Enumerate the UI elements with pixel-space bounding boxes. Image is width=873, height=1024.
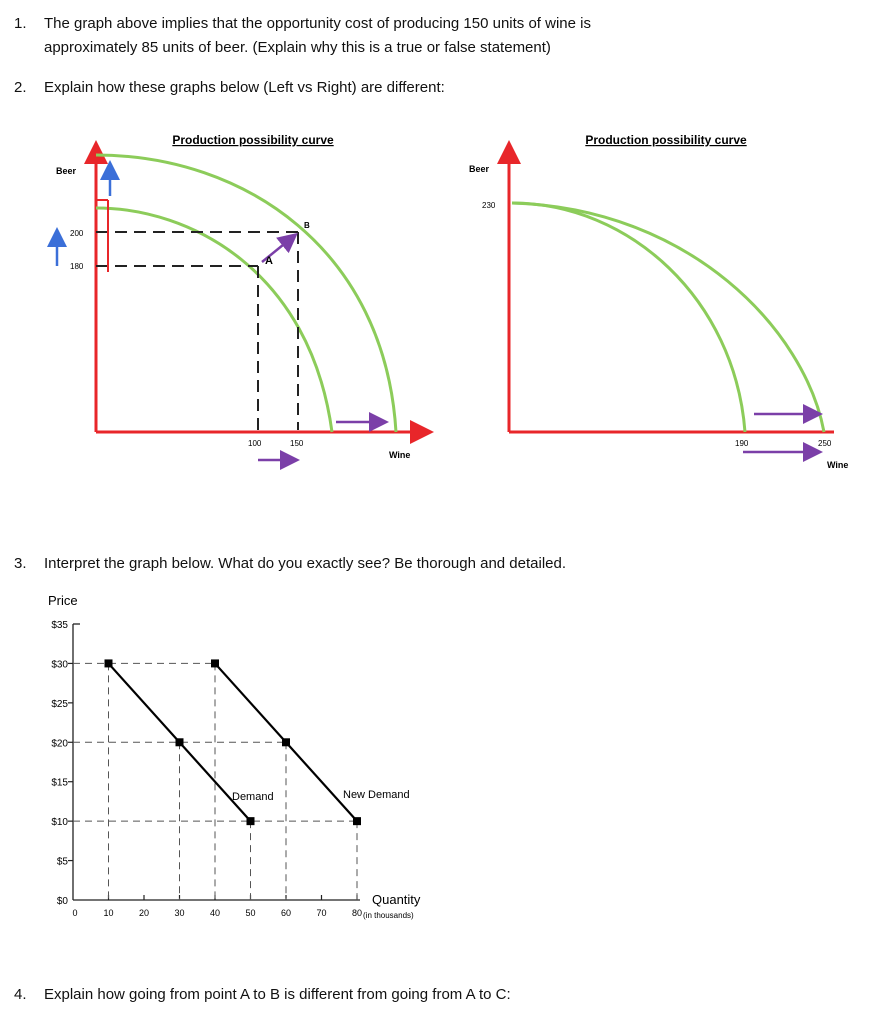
y-tick-label: $15 <box>51 777 68 789</box>
y-axis-title: Price <box>48 593 78 608</box>
question-number: 4. <box>14 986 27 1003</box>
x-ticks <box>72 895 362 918</box>
y-tick-label: $0 <box>56 896 68 907</box>
x-tick-label: 60 <box>280 908 292 918</box>
x-tick-label: 30 <box>174 908 185 918</box>
y-tick-label: $20 <box>51 738 68 750</box>
y-tick-label: $30 <box>51 659 68 671</box>
x-tick-label: 80 <box>351 908 363 918</box>
x-tick-label: 50 <box>245 908 256 918</box>
y-tick-label: $10 <box>51 817 68 829</box>
x-tick-250: 250 <box>818 439 832 448</box>
new-demand-label: New Demand <box>343 789 410 801</box>
x-tick-label: 10 <box>103 908 114 918</box>
data-point <box>282 738 290 746</box>
x-tick-100: 100 <box>248 439 262 448</box>
question-number: 2. <box>14 79 27 96</box>
x-tick-label: 20 <box>138 908 150 918</box>
y-tick-label: $35 <box>51 620 68 631</box>
y-tick-180: 180 <box>70 262 84 271</box>
x-axis-title: Quantity <box>372 892 421 907</box>
y-tick-label: $25 <box>51 698 68 710</box>
y-tick-230: 230 <box>482 201 496 210</box>
data-point <box>176 738 184 746</box>
question-text-line2: approximately 85 units of beer. (Explain why this is a true or false statement) <box>44 39 551 56</box>
question-text: Explain how going from point A to B is different from going from A to C: <box>44 986 511 1003</box>
ppc-right-y-label: Beer <box>469 164 490 174</box>
question-text-line1: The graph above implies that the opportunity cost of producing 150 units of wine is <box>44 15 591 32</box>
ppc-right-x-label: Wine <box>827 460 849 470</box>
x-tick-150: 150 <box>290 439 304 448</box>
y-tick-label: $5 <box>56 856 68 868</box>
ppc-left-x-label: Wine <box>389 450 411 460</box>
x-tick-label: 70 <box>316 908 327 918</box>
y-tick-200: 200 <box>70 229 84 238</box>
x-tick-label: 0 <box>72 908 78 918</box>
ppc-left-title: Production possibility curve <box>172 133 334 147</box>
question-number: 3. <box>14 555 27 572</box>
x-axis-unit: (in thousands) <box>363 911 414 920</box>
demand-label: Demand <box>232 791 274 803</box>
ppc-right-title: Production possibility curve <box>585 133 747 147</box>
point-a-label: A <box>265 255 273 267</box>
data-point <box>105 659 113 667</box>
point-b-label: B <box>304 221 310 230</box>
question-4 <box>14 985 854 1007</box>
data-point <box>247 817 255 825</box>
data-point <box>211 659 219 667</box>
question-text: Explain how these graphs below (Left vs Right) are different: <box>44 79 445 96</box>
x-tick-190: 190 <box>735 439 749 448</box>
question-number: 1. <box>14 15 27 32</box>
y-ticks <box>51 620 73 907</box>
data-point <box>353 817 361 825</box>
question-text: Interpret the graph below. What do you exactly see? Be thorough and detailed. <box>44 555 567 572</box>
ppc-left-y-label: Beer <box>56 166 77 176</box>
x-tick-label: 40 <box>209 908 221 918</box>
